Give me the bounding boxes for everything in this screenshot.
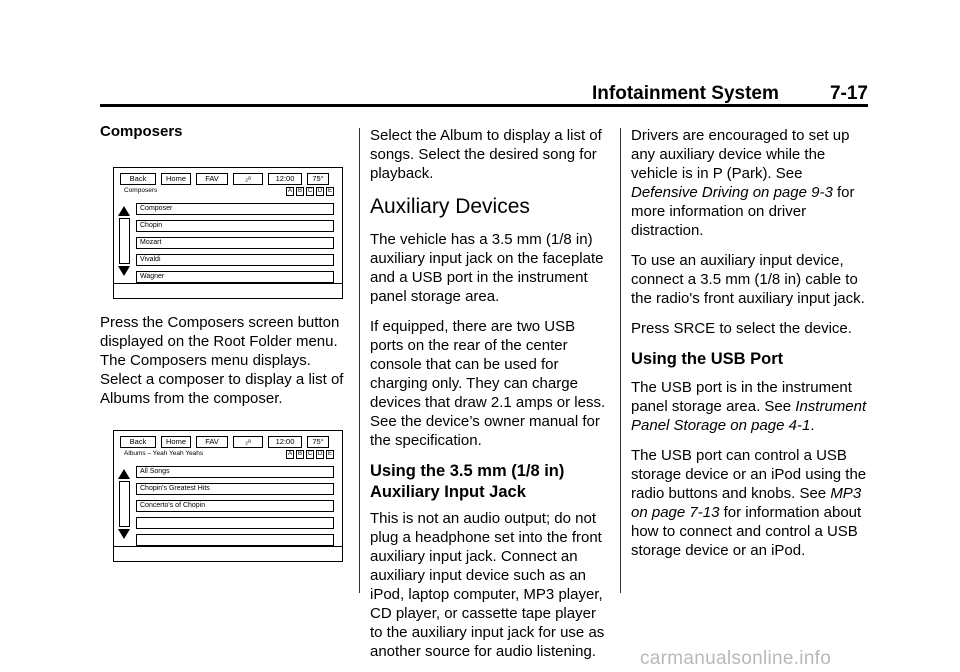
screen-topbar — [120, 173, 336, 185]
column-divider — [359, 128, 360, 593]
screen-letter: B — [297, 451, 302, 457]
aux-jack-heading: Using the 3.5 mm (1/8 in) Auxiliary Input Jack — [370, 462, 565, 501]
screen-temperature: 75° — [307, 436, 329, 448]
list-item — [136, 517, 334, 529]
screen-time: 12:00 — [268, 173, 302, 185]
screen-icon-button: ₂ᵃ — [233, 436, 263, 448]
usb-control-paragraph — [631, 446, 871, 560]
aux-paragraph: The vehicle has a 3.5 mm (1/8 in) auxiliary input jack on the faceplate and a USB port in the instrument panel storage area. — [370, 231, 604, 305]
screen-letter: E — [327, 451, 332, 457]
screen-scrollbar — [118, 206, 131, 276]
screen-icon-button: ₂ᵃ — [233, 173, 263, 185]
instrument-panel-storage-link[interactable]: Instrument Panel Storage on page 4-1 — [631, 398, 867, 434]
scroll-up-icon — [118, 469, 130, 479]
scroll-down-icon — [118, 529, 130, 539]
watermark: carmanualsonline.info — [640, 648, 832, 669]
column-1 — [100, 122, 346, 576]
list-item: All Songs — [136, 466, 334, 478]
auxiliary-devices-heading: Auxiliary Devices — [370, 195, 530, 218]
screen-letter: C — [307, 188, 313, 194]
screen-letter: B — [297, 188, 302, 194]
scroll-track — [119, 218, 130, 264]
screen-back-button: Back — [120, 173, 156, 185]
list-item: Chopin's Greatest Hits — [136, 483, 334, 495]
screen-home-button: Home — [161, 436, 191, 448]
usb-control-text: The USB port can control a USB storage device or an iPod using the radio buttons and knobs. See — [631, 447, 867, 502]
screen-letter: C — [307, 451, 313, 457]
drivers-text: Drivers are encouraged to set up any auxiliary device while the vehicle is in P (Park). See — [631, 127, 850, 182]
page-number: 7-17 — [829, 83, 868, 104]
list-item: Vivaldi — [136, 254, 334, 266]
screen-time: 12:00 — [268, 436, 302, 448]
list-item: Wagner — [136, 271, 334, 283]
screen-letter-index — [286, 187, 334, 196]
column-2 — [370, 126, 606, 672]
list-item: Chopin — [136, 220, 334, 232]
section-title: Infotainment System — [592, 83, 779, 104]
screen-topbar — [120, 436, 336, 448]
composers-screen-figure — [113, 167, 343, 299]
screen-list — [136, 466, 334, 551]
drivers-paragraph — [631, 126, 871, 240]
usb-control-text-end: for information about how to connect and control a USB storage device or an iPod. — [631, 504, 862, 559]
album-paragraph: Select the Album to display a list of songs. Select the desired song for playback. — [370, 127, 602, 182]
screen-fav-button: FAV — [196, 436, 228, 448]
screen-letter: A — [287, 188, 292, 194]
screen-bottom-line — [114, 546, 342, 547]
screen-letter: D — [317, 451, 323, 457]
column-divider — [620, 128, 621, 593]
screen-subtitle: Albums – Yeah Yeah Yeahs — [124, 450, 204, 457]
screen-temperature: 75° — [307, 173, 329, 185]
column-3 — [631, 126, 871, 571]
drivers-text-end: for more information on driver distraction. — [631, 184, 855, 239]
page-header — [592, 82, 868, 106]
scroll-up-icon — [118, 206, 130, 216]
composers-paragraph: Press the Composers screen button displayed on the Root Folder menu. The Composers menu displays. Select a composer to display a list of Albums from the composer. — [100, 314, 344, 407]
screen-subtitle: Composers — [124, 187, 158, 194]
usb-text-end: . — [810, 417, 815, 434]
screen-letter: E — [327, 188, 332, 194]
srce-paragraph: Press SRCE to select the device. — [631, 320, 852, 337]
scroll-track — [119, 481, 130, 527]
aux-jack-paragraph: This is not an audio output; do not plug a headphone set into the front auxiliary input jack. Connect an auxiliary input device such as an iPod, laptop computer, MP3 player, CD player, or cassette tape player to the auxiliary input jack for use as another source for audio listening. — [370, 510, 605, 660]
equipped-paragraph: If equipped, there are two USB ports on the rear of the center console that can be used for charging only. They can charge devices that draw 2.1 amps or less. See the device’s owner manual for the specification. — [370, 318, 606, 449]
usb-paragraph — [631, 378, 871, 435]
usb-text: The USB port is in the instrument panel storage area. See — [631, 379, 852, 415]
composers-heading: Composers — [100, 123, 183, 140]
list-item: Composer — [136, 203, 334, 215]
header-rule — [100, 104, 868, 107]
albums-screen-figure — [113, 430, 343, 562]
list-item: Mozart — [136, 237, 334, 249]
defensive-driving-link[interactable]: Defensive Driving on page 9-3 — [631, 184, 833, 201]
screen-bottom-line — [114, 283, 342, 284]
screen-home-button: Home — [161, 173, 191, 185]
screen-letter: D — [317, 188, 323, 194]
scroll-down-icon — [118, 266, 130, 276]
screen-back-button: Back — [120, 436, 156, 448]
screen-scrollbar — [118, 469, 131, 539]
screen-list — [136, 203, 334, 288]
list-item: Concerto's of Chopin — [136, 500, 334, 512]
list-item — [136, 534, 334, 546]
screen-letter: A — [287, 451, 292, 457]
mp3-link[interactable]: MP3 on page 7-13 — [631, 485, 862, 521]
use-aux-paragraph: To use an auxiliary input device, connect a 3.5 mm (1/8 in) cable to the radio's front auxiliary input jack. — [631, 252, 865, 307]
usb-port-heading: Using the USB Port — [631, 350, 784, 368]
screen-letter-index — [286, 450, 334, 459]
screen-fav-button: FAV — [196, 173, 228, 185]
